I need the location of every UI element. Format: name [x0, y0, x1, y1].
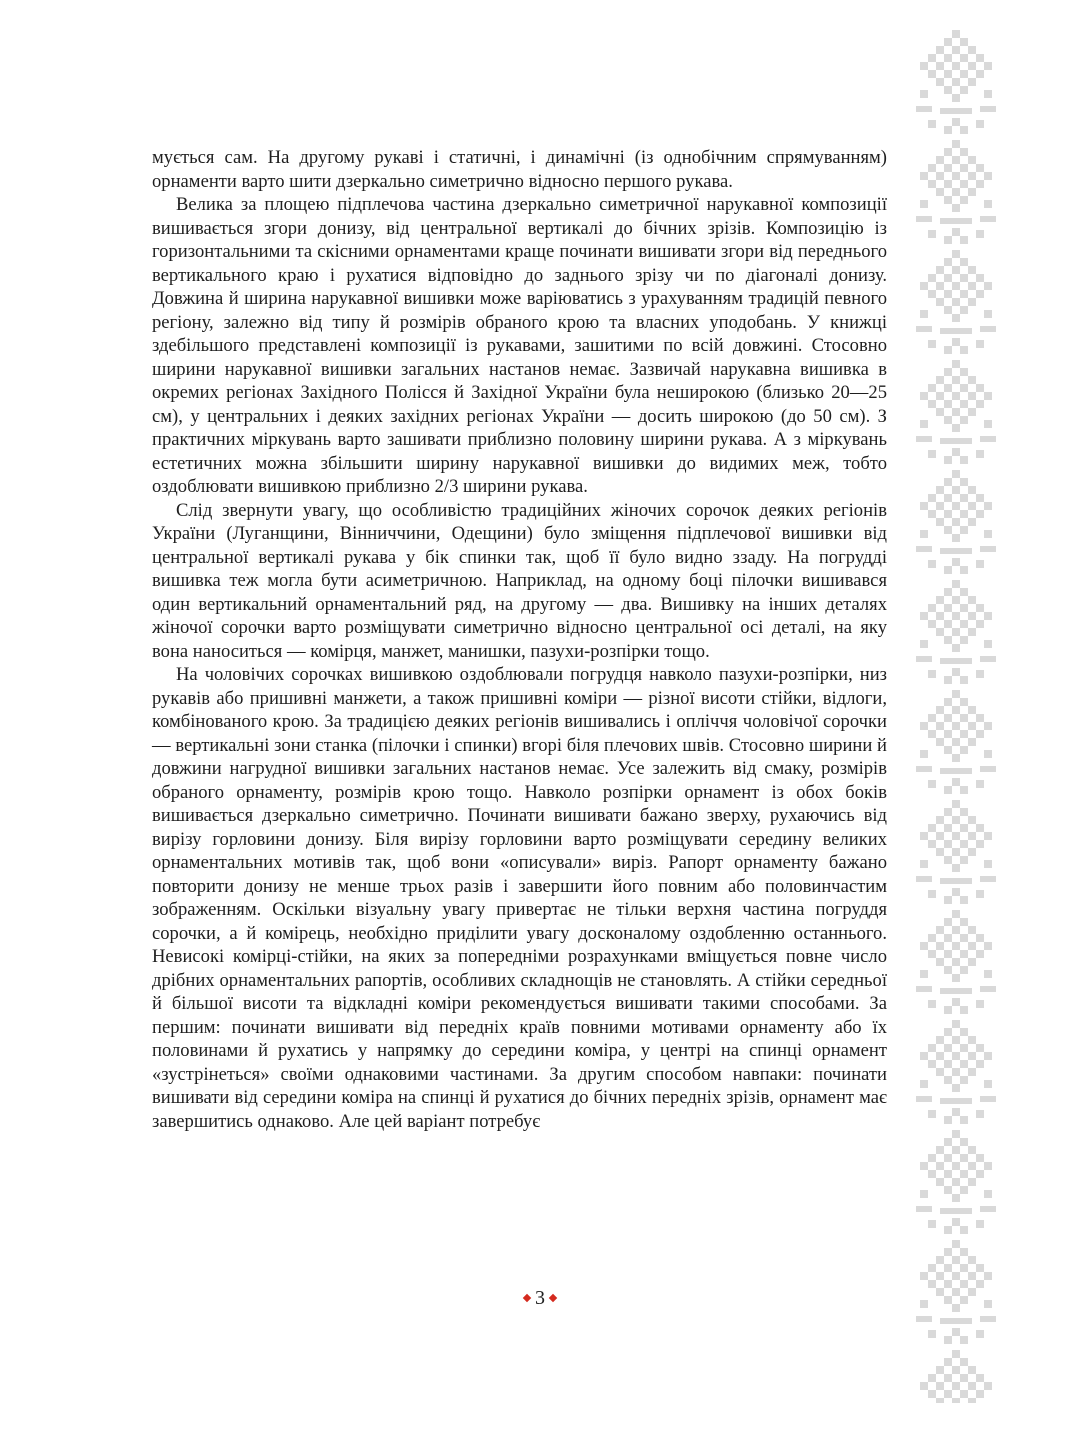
diamond-icon — [523, 1294, 531, 1302]
diamond-icon — [549, 1294, 557, 1302]
paragraph-1: мується сам. На другому рукаві і статичні, і динамічні (із однобічним спрямуванням) орнаменти варто шити дзеркально симетрично відносно першого рукава. — [152, 147, 887, 192]
page-number-value: 3 — [535, 1287, 545, 1309]
paragraph-4: На чоловічих сорочках вишивкою оздоблювали погрудця навколо пазухи-розпірки, низ рукавів або пришивні манжети, а також пришивні коміри — різної висоти стійки, відлоги, комбінованого крою. За традицією деяких регіонів вишивались і опліччя чоловічої сорочки — вертикальні зони станка (пілочки і спинки) вгорі біля плечових швів. Стосовно ширини й довжини нагрудної вишивки загальних настанов немає. Усе залежить від смаку, розмірів обраного орнаменту, розмірів крою тощо. Навколо розпірки орнамент із обох боків вишивається дзеркально симетрично. Починати вишивати бажано зверху, рухаючись від вирізу горловини донизу. Біля вирізу горловини варто розміщувати середину великих орнаментальних мотивів так, щоб вони «описували» виріз. Рапорт орнаменту бажано повторити донизу не менше трьох разів і завершити його повним або половинчастим зображенням. Оскільки візуальну увагу привертає не тільки верхня частина погруддя сорочки, а й комірець, необхідно приділити увагу досконалому оздобленню останнього. Невисокі комірці-стійки, на яких за попередніми розрахунками вміщується повне число дрібних орнаментальних рапортів, особливих складнощів не становлять. А стійки середньої й більшої висоти та відкладні коміри рекомендується вишивати такими способами. За першим: починати вишивати від передніх країв повними мотивами орнаменту або їх половинами й рухатись у напрямку до середини коміра, у центрі на спинці орнамент «зустрінеться» своїми однаковими частинами. За другим способом навпаки: починати вишивати від середини коміра на спинці й рухатися до бічних передніх зрізів, орнамент має завершитись однаково. Але цей варіант потребує — [152, 664, 887, 1132]
page-number — [0, 1287, 1080, 1310]
paragraph-2: Велика за площею підплечова частина дзеркально симетричної нарукавної композиції вишивається згори донизу, від центральної вертикалі до бічних зрізів. Композицію із горизонтальними та скісними орнаментами краще починати вишивати згори від переднього вертикального краю і рухатися відповідно до заднього зрізу чи по діагоналі донизу. Довжина й ширина нарукавної вишивки може варіюватись з урахуванням традицій певного регіону, залежно від типу й розмірів обраного крою та власних уподобань. У книжці здебільшого представлені композиції із рукавами, зашитими по всій довжині. Стосовно ширини нарукавної вишивки загальних настанов немає. Зазвичай нарукавна вишивка в окремих регіонах Західного Полісся й Західної України була неширокою (близько 20—25 см), у центральних і деяких західних регіонах України — досить широкою (до 50 см). З практичних міркувань варто зашивати приблизно половину ширини рукава. А з міркувань естетичних можна збільшити ширину нарукавної вишивки до видимих меж, тобто оздоблювати вишивкою приблизно 2/3 ширини рукава. — [152, 194, 887, 497]
paragraph-3: Слід звернути увагу, що особливістю традиційних жіночих сорочок деяких регіонів України (Луганщини, Вінниччини, Одещини) було зміщення підплечової вишивки від центральної вертикалі рукава у бік спинки так, щоб її було видно ззаду. На погрудді вишивка теж могла бути асиметричною. Наприклад, на одному боці пілочки вишивався один вертикальний орнаментальний ряд, на другому — два. Вишивку на інших деталях жіночої сорочки варто розміщувати симетрично відносно центральної осі деталі, на яку вона наноситься — комірця, манжет, манишки, пазухи-розпірки тощо. — [152, 499, 887, 662]
body-text — [152, 146, 887, 1133]
ornament-border-icon — [916, 28, 996, 1403]
